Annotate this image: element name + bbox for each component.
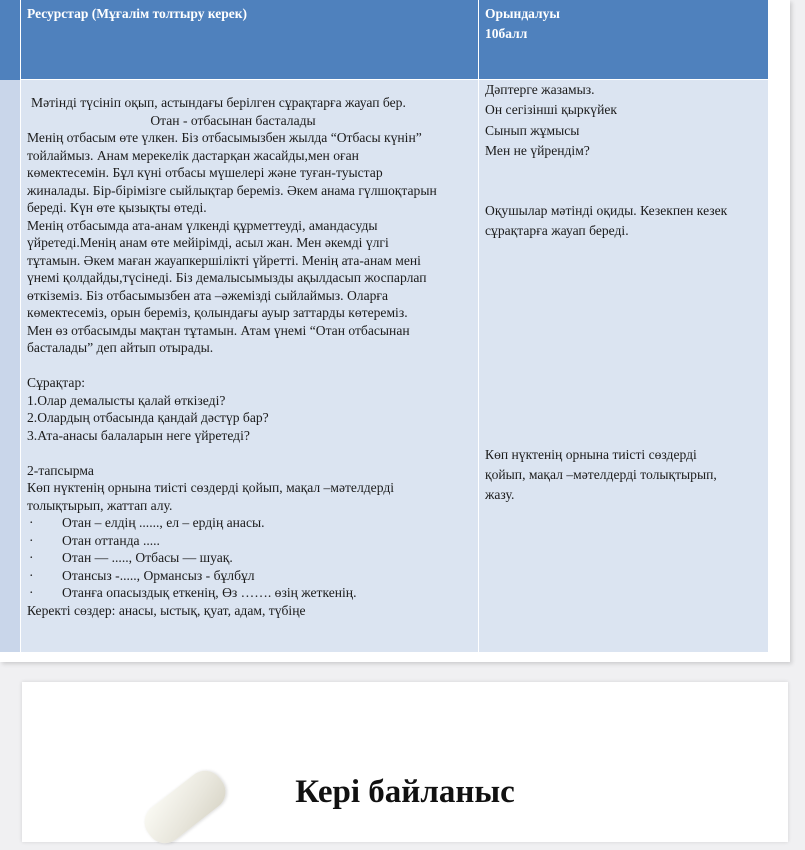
- bullet-icon: ·: [29, 585, 34, 600]
- text-line: жиналады. Бір-бірімізге сыйлықтар береміз. Әкем анама гүлшоқтарын: [27, 182, 437, 198]
- feedback-title: Кері байланыс: [295, 774, 515, 810]
- proverb-text: Отан — ....., Отбасы — шуақ.: [62, 550, 233, 565]
- text-line: береді. Күн өте қызықты өтеді.: [27, 200, 207, 215]
- text-line: тұтамын. Әкем маған жауапкершілікті үйретті. Менің ата-анам мені: [27, 252, 421, 268]
- performed-line: Мен не үйрендім?: [485, 142, 590, 158]
- proverb-item: [27, 584, 479, 602]
- questions-title: Сұрақтар:: [27, 375, 86, 390]
- table-left-stripe-body: [0, 80, 20, 652]
- text-line: көмектесеміз, орын береміз, қолындағы ауыр заттарды көтереміз.: [27, 305, 408, 320]
- header-resources-label: Ресурстар (Мұғалім толтыру керек): [27, 6, 248, 21]
- performed-line: Он сегізінші қыркүйек: [485, 102, 617, 118]
- text-line: Менің отбасымда ата-анам үлкенді құрметтеуді, амандасуды: [27, 217, 378, 233]
- performed-text: [485, 80, 765, 506]
- proverb-text: Отансыз -....., Ормансыз - бұлбұл: [62, 567, 255, 583]
- header-resources: [21, 0, 478, 79]
- proverb-item: [27, 514, 479, 532]
- question: 1.Олар демалысты қалай өткізеді?: [27, 392, 226, 408]
- header-performed-points: 10балл: [485, 26, 528, 41]
- bullet-icon: ·: [29, 532, 34, 548]
- proverb-text: Отан – елдің ......, ел – ердің анасы.: [62, 515, 265, 530]
- text-title: Отан - отбасынан басталады: [150, 112, 316, 128]
- text-line: Менің отбасым өте үлкен. Біз отбасымызбен жылда “Отбасы күнін”: [27, 130, 422, 145]
- performed-line: Көп нүктенің орнына тиісті сөздерді: [485, 446, 697, 462]
- text-line: Мен өз отбасымды мақтан тұтамын. Атам үнемі “Отан отбасынан: [27, 322, 410, 338]
- performed-line: қойып, мақал –мәтелдерді толықтырып,: [485, 467, 717, 483]
- feedback-slide: [22, 682, 788, 842]
- question: 3.Ата-анасы балаларын неге үйретеді?: [27, 427, 250, 443]
- text-line: үйретеді.Менің анам өте мейірімді, асыл жан. Мен әкемді үлгі: [27, 235, 389, 250]
- proverb-item: [27, 532, 479, 550]
- header-performed-label: Орындалуы: [485, 6, 560, 21]
- text-line: тойлаймыз. Анам мерекелік дастарқан жасайды,мен оған: [27, 147, 359, 163]
- performed-line: Сынып жұмысы: [485, 122, 580, 138]
- text-line: үнемі қолдайды,түсінеді. Біз демалысымызды ақылдасып жоспарлап: [27, 270, 427, 285]
- bullet-icon: ·: [29, 550, 34, 565]
- performed-line: жазу.: [485, 487, 515, 503]
- text-line: өткіземіз. Біз отбасымызбен ата –әжемізді сыйлаймыз. Оларға: [27, 287, 389, 303]
- needed-words: Керекті сөздер: анасы, ыстық, қуат, адам, түбіңе: [27, 602, 306, 618]
- question: 2.Олардың отбасында қандай дәстүр бар?: [27, 410, 269, 425]
- performed-line: Оқушылар мәтінді оқиды. Кезекпен кезек: [485, 203, 728, 219]
- header-performed: [479, 0, 768, 79]
- table-left-stripe-header: [0, 0, 20, 80]
- performed-line: сұрақтарға жауап береді.: [485, 223, 629, 239]
- resources-text: [27, 94, 479, 619]
- task2-line: Көп нүктенің орнына тиісті сөздерді қойып, мақал –мәтелдерді: [27, 480, 395, 495]
- bullet-icon: ·: [29, 567, 34, 583]
- text-line: көмектесемін. Бұл күні отбасы мүшелері және туған-туыстар: [27, 165, 383, 180]
- performed-line: Дәптерге жазамыз.: [485, 82, 595, 97]
- proverb-text: Отанға опасыздық еткенің, Өз ……. өзің жеткенің.: [62, 585, 357, 600]
- bullet-icon: ·: [29, 515, 34, 530]
- instruction: Мәтінді түсініп оқып, астындағы берілген сұрақтарға жауап бер.: [31, 95, 406, 110]
- proverb-text: Отан оттанда .....: [62, 532, 160, 548]
- task2-line: толықтырып, жаттап алу.: [27, 497, 173, 513]
- proverb-item: [27, 549, 479, 567]
- proverb-item: [27, 567, 479, 585]
- task2-title: 2-тапсырма: [27, 462, 94, 478]
- text-line: басталады” деп айтып отырады.: [27, 340, 214, 355]
